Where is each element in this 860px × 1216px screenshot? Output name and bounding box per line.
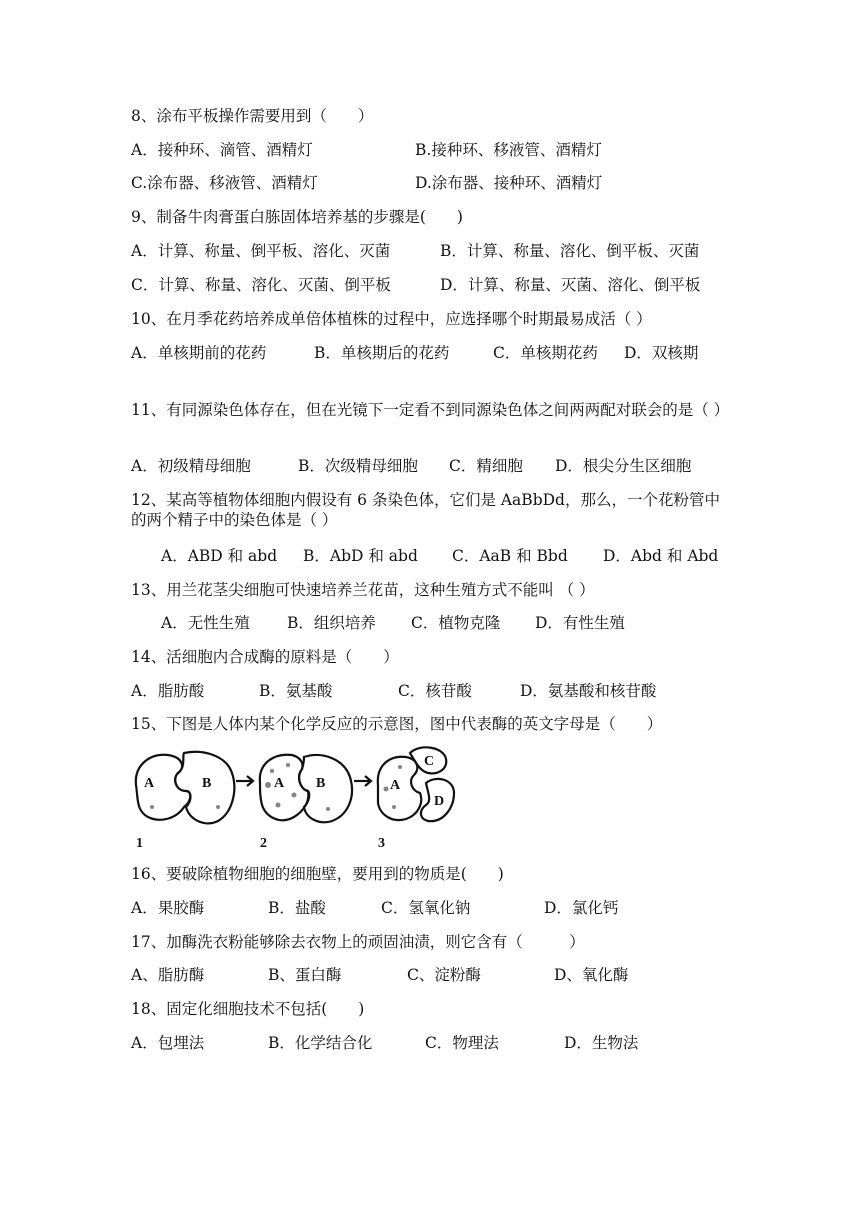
q18-option-c: C．物理法 — [425, 1034, 499, 1052]
q11-option-d: D．根尖分生区细胞 — [555, 457, 692, 475]
question-9-stem: 9、制备牛肉膏蛋白胨固体培养基的步骤是( ) — [131, 208, 463, 226]
figure-step-1: 1 — [136, 836, 143, 851]
q17-option-c: C、淀粉酶 — [407, 966, 481, 984]
q9-option-b: B．计算、称量、溶化、倒平板、灭菌 — [440, 242, 700, 260]
q8-option-c: C.涂布器、移液管、酒精灯 — [131, 174, 318, 192]
question-12-stem: 12、某高等植物体细胞内假设有 6 条染色体，它们是 AaBbDd，那么，一个花粉管中的两个精子中的染色体是（ ） — [131, 491, 720, 529]
q8-option-b: B.接种环、移液管、酒精灯 — [415, 141, 602, 159]
figure-step-3: 3 — [378, 836, 385, 851]
q16-option-d: D．氯化钙 — [544, 899, 619, 917]
q17-option-b: B、蛋白酶 — [268, 966, 342, 984]
q10-option-d: D．双核期 — [624, 344, 699, 362]
question-10-stem: 10、在月季花药培养成单倍体植株的过程中，应选择哪个时期最易成活（ ） — [131, 310, 652, 328]
question-17-stem: 17、加酶洗衣粉能够除去衣物上的顽固油渍，则它含有（ ） — [131, 933, 585, 951]
q9-option-a: A．计算、称量、倒平板、溶化、灭菌 — [131, 242, 391, 260]
q14-option-d: D．氨基酸和核苷酸 — [520, 682, 657, 700]
figure-label-a2: A — [274, 776, 285, 791]
q8-option-a: A．接种环、滴管、酒精灯 — [131, 141, 313, 159]
question-15-stem: 15、下图是人体内某个化学反应的示意图，图中代表酶的英文字母是（ ） — [131, 715, 663, 733]
q14-option-b: B．氨基酸 — [259, 682, 333, 700]
enzyme-reaction-diagram — [128, 745, 468, 855]
q12-option-b: B．AbD 和 abd — [303, 547, 418, 565]
q10-option-a: A．单核期前的花药 — [131, 344, 267, 362]
question-13-stem: 13、用兰花茎尖细胞可快速培养兰花苗，这种生殖方式不能叫 （ ） — [131, 581, 595, 599]
q9-option-d: D．计算、称量、灭菌、溶化、倒平板 — [440, 276, 701, 294]
figure-label-a3: A — [390, 778, 401, 793]
enzyme-reaction-figure — [128, 745, 468, 855]
q11-option-a: A．初级精母细胞 — [131, 457, 251, 475]
figure-label-d: D — [434, 794, 445, 809]
q18-option-a: A．包埋法 — [131, 1034, 205, 1052]
question-16-stem: 16、要破除植物细胞的细胞壁，要用到的物质是( ) — [131, 865, 504, 883]
q17-option-d: D、氧化酶 — [554, 966, 629, 984]
figure-label-a1: A — [144, 776, 155, 791]
q13-option-a: A．无性生殖 — [161, 614, 250, 632]
q8-option-d: D.涂布器、接种环、酒精灯 — [415, 174, 603, 192]
q18-option-d: D．生物法 — [564, 1034, 639, 1052]
q16-option-a: A．果胶酶 — [131, 899, 205, 917]
q16-option-b: B．盐酸 — [268, 899, 326, 917]
q13-option-c: C．植物克隆 — [411, 614, 501, 632]
question-14-stem: 14、活细胞内合成酶的原料是（ ） — [131, 648, 399, 666]
figure-label-c: C — [424, 754, 435, 769]
q18-option-b: B．化学结合化 — [268, 1034, 373, 1052]
q11-option-b: B．次级精母细胞 — [298, 457, 418, 475]
question-11-stem: 11、有同源染色体存在，但在光镜下一定看不到同源染色体之间两两配对联会的是（ ） — [131, 401, 730, 419]
q12-option-c: C．AaB 和 Bbd — [452, 547, 568, 565]
q13-option-d: D．有性生殖 — [535, 614, 625, 632]
q14-option-c: C．核苷酸 — [398, 682, 472, 700]
q17-option-a: A、脂肪酶 — [131, 966, 205, 984]
q12-option-d: D．Abd 和 Abd — [603, 547, 719, 565]
figure-step-2: 2 — [260, 836, 267, 851]
q16-option-c: C．氢氧化钠 — [381, 899, 471, 917]
q13-option-b: B．组织培养 — [287, 614, 376, 632]
question-18-stem: 18、固定化细胞技术不包括( ) — [131, 1000, 365, 1018]
q12-option-a: A．ABD 和 abd — [161, 547, 278, 565]
q11-option-c: C．精细胞 — [449, 457, 523, 475]
q10-option-c: C．单核期花药 — [493, 344, 598, 362]
question-8-stem: 8、涂布平板操作需要用到（ ） — [131, 107, 374, 125]
q10-option-b: B．单核期后的花药 — [314, 344, 450, 362]
figure-label-b1: B — [202, 776, 212, 791]
q14-option-a: A．脂肪酸 — [131, 682, 205, 700]
q9-option-c: C．计算、称量、溶化、灭菌、倒平板 — [131, 276, 391, 294]
figure-label-b2: B — [316, 776, 326, 791]
